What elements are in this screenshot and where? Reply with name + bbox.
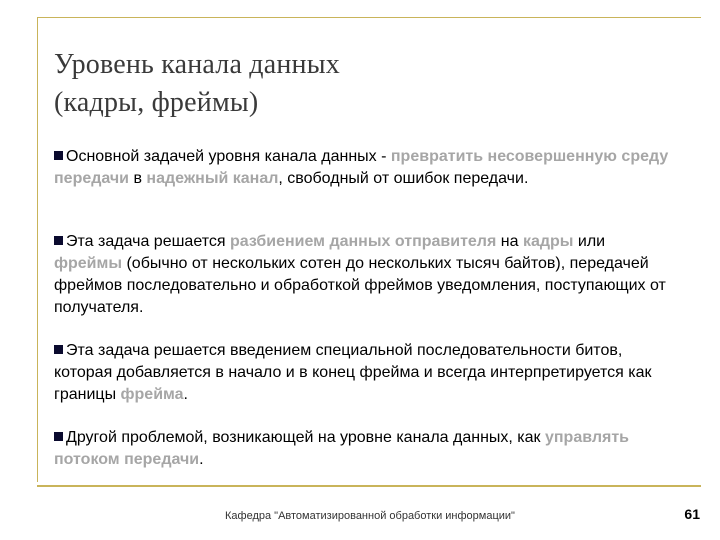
paragraph-3 <box>54 340 674 406</box>
square-bullet-icon <box>54 151 63 160</box>
page-number: 61 <box>684 506 700 522</box>
p3-text-1: Эта задача решается введением специальной последовательности битов, которая добавляется в начало и в конец фрейма и всегда интерпретируется как границы <box>54 342 652 403</box>
frame-top-line <box>37 17 701 18</box>
title-line-1: Уровень канала данных <box>54 49 340 80</box>
p4-highlight-1: управлять потоком передачи <box>54 429 630 468</box>
p3-text-2: . <box>183 386 188 403</box>
paragraph-1 <box>54 146 674 190</box>
p2-text-1: Эта задача решается <box>66 233 230 250</box>
p2-text-3: или <box>573 233 606 250</box>
p4-text-2: . <box>199 451 204 468</box>
p1-highlight-2: надежный канал <box>146 170 279 187</box>
p2-highlight-2: кадры <box>522 233 574 250</box>
p2-text-4: (обычно от нескольких сотен до нескольких тысяч байтов), передачей фреймов последовательно и обработкой фреймов уведомления, поступающих от получателя. <box>54 255 666 316</box>
square-bullet-icon <box>54 345 63 354</box>
p2-highlight-1: разбиением данных отправителя <box>229 233 497 250</box>
p3-highlight-1: фрейма <box>120 386 184 403</box>
p1-highlight-1: превратить несовершенную среду передачи <box>54 148 669 187</box>
p4-text-1: Другой проблемой, возникающей на уровне канала данных, как <box>66 429 545 446</box>
p1-text-1: Основной задачей уровня канала данных - <box>66 148 391 165</box>
paragraph-4 <box>54 427 674 471</box>
p1-text-3: , свободный от ошибок передачи. <box>278 170 529 187</box>
frame-left-line <box>37 17 38 482</box>
footer-department: Кафедра "Автоматизированной обработки информации" <box>225 510 515 522</box>
p2-text-2: на <box>496 233 523 250</box>
frame-bottom-line <box>37 485 701 487</box>
paragraph-2 <box>54 231 674 319</box>
square-bullet-icon <box>54 236 63 245</box>
square-bullet-icon <box>54 432 63 441</box>
p2-highlight-3: фреймы <box>54 255 123 272</box>
p1-text-2: в <box>129 170 147 187</box>
slide-title <box>54 46 694 122</box>
title-line-2: (кадры, фреймы) <box>54 87 259 118</box>
